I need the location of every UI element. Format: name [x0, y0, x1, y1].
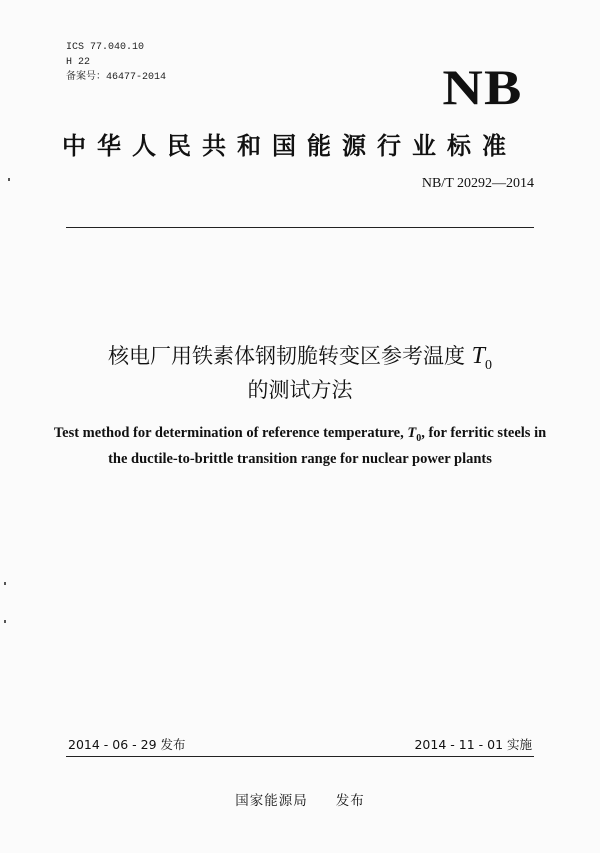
english-title-symbol: $T_0$ — [407, 425, 422, 444]
english-title-line2: the ductile-to-brittle transition range for nuclear power plants — [108, 451, 492, 467]
top-divider — [66, 227, 534, 228]
nb-logo: NB — [441, 59, 522, 115]
scan-speck — [4, 582, 6, 585]
implementation-date: 2014 - 11 - 01 实施 — [414, 737, 532, 752]
chinese-title-symbol: $T_0$ — [471, 343, 493, 373]
publisher-action: 发布 — [335, 793, 365, 809]
publisher-line — [0, 789, 600, 809]
bottom-divider — [66, 756, 534, 757]
classification-block — [66, 40, 166, 85]
chinese-title-line1 — [0, 340, 600, 374]
standard-number: NB/T 20292—2014 — [421, 176, 534, 191]
english-title-line1: Test method for determination of reference temperature, $T_0$, for ferritic steels in — [53, 425, 547, 444]
publisher-name: 国家能源局 — [235, 793, 308, 809]
issue-date: 2014 - 06 - 29 发布 — [68, 737, 186, 752]
record-number: 备案号：46477-2014 — [66, 72, 167, 83]
class-code: H 22 — [66, 57, 91, 68]
chinese-title-line2: 的测试方法 — [247, 378, 353, 402]
ics-code: ICS 77.040.10 — [66, 42, 145, 53]
scan-speck — [8, 178, 10, 181]
chinese-title-text: 核电厂用铁素体钢韧脆转变区参考温度 — [107, 344, 465, 368]
scan-speck — [4, 620, 6, 623]
organization-title: 中华人民共和国能源行业标准 — [62, 132, 517, 160]
